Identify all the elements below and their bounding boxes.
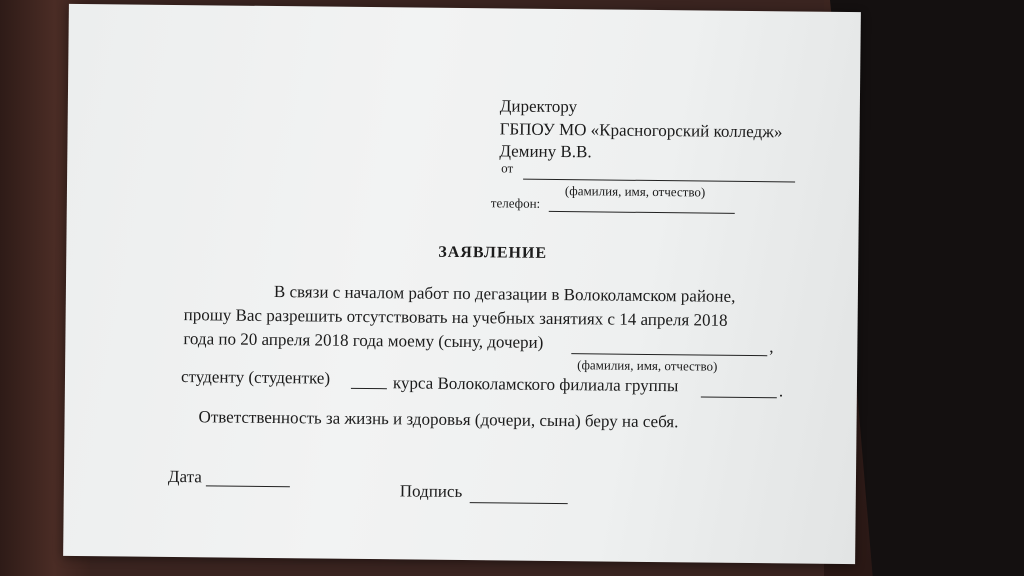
date-field-line[interactable] [206, 485, 290, 487]
phone-field-line[interactable] [549, 211, 735, 214]
signature-field-line[interactable] [470, 502, 568, 504]
from-field-hint: (фамилия, имя, отчество) [564, 183, 706, 200]
date-label: Дата [167, 466, 202, 487]
document-title: ЗАЯВЛЕНИЕ [438, 243, 548, 262]
child-name-hint: (фамилия, имя, отчество) [577, 357, 718, 374]
child-name-field-line[interactable] [571, 353, 767, 356]
signature-label: Подпись [399, 481, 463, 502]
body-line-4-start: студенту (студентке) [180, 367, 331, 388]
addressee-title: Директору [499, 96, 578, 117]
from-field-line[interactable] [523, 179, 795, 183]
body-line-4-period: . [778, 381, 784, 401]
body-line-1: В связи с началом работ по дегазации в Волоколамском районе, [273, 282, 736, 306]
application-form-sheet [63, 4, 861, 564]
body-line-2: прошу Вас разрешить отсутствовать на учебных занятиях с 14 апреля 2018 [183, 305, 728, 330]
body-line-4-middle: курса Волоколамского филиала группы [392, 373, 679, 396]
body-line-5: Ответственность за жизнь и здоровья (дочери, сына) беру на себя. [198, 407, 679, 432]
addressee-organization: ГБПОУ МО «Красногорский колледж» [499, 119, 783, 142]
course-field-line[interactable] [351, 388, 387, 389]
from-label: от [501, 160, 514, 176]
addressee-name: Демину В.В. [499, 141, 592, 162]
body-line-3: года по 20 апреля 2018 года моему (сыну, дочери) [183, 329, 544, 352]
body-line-3-comma: , [769, 337, 774, 357]
group-field-line[interactable] [701, 397, 777, 399]
phone-label: телефон: [490, 195, 541, 211]
